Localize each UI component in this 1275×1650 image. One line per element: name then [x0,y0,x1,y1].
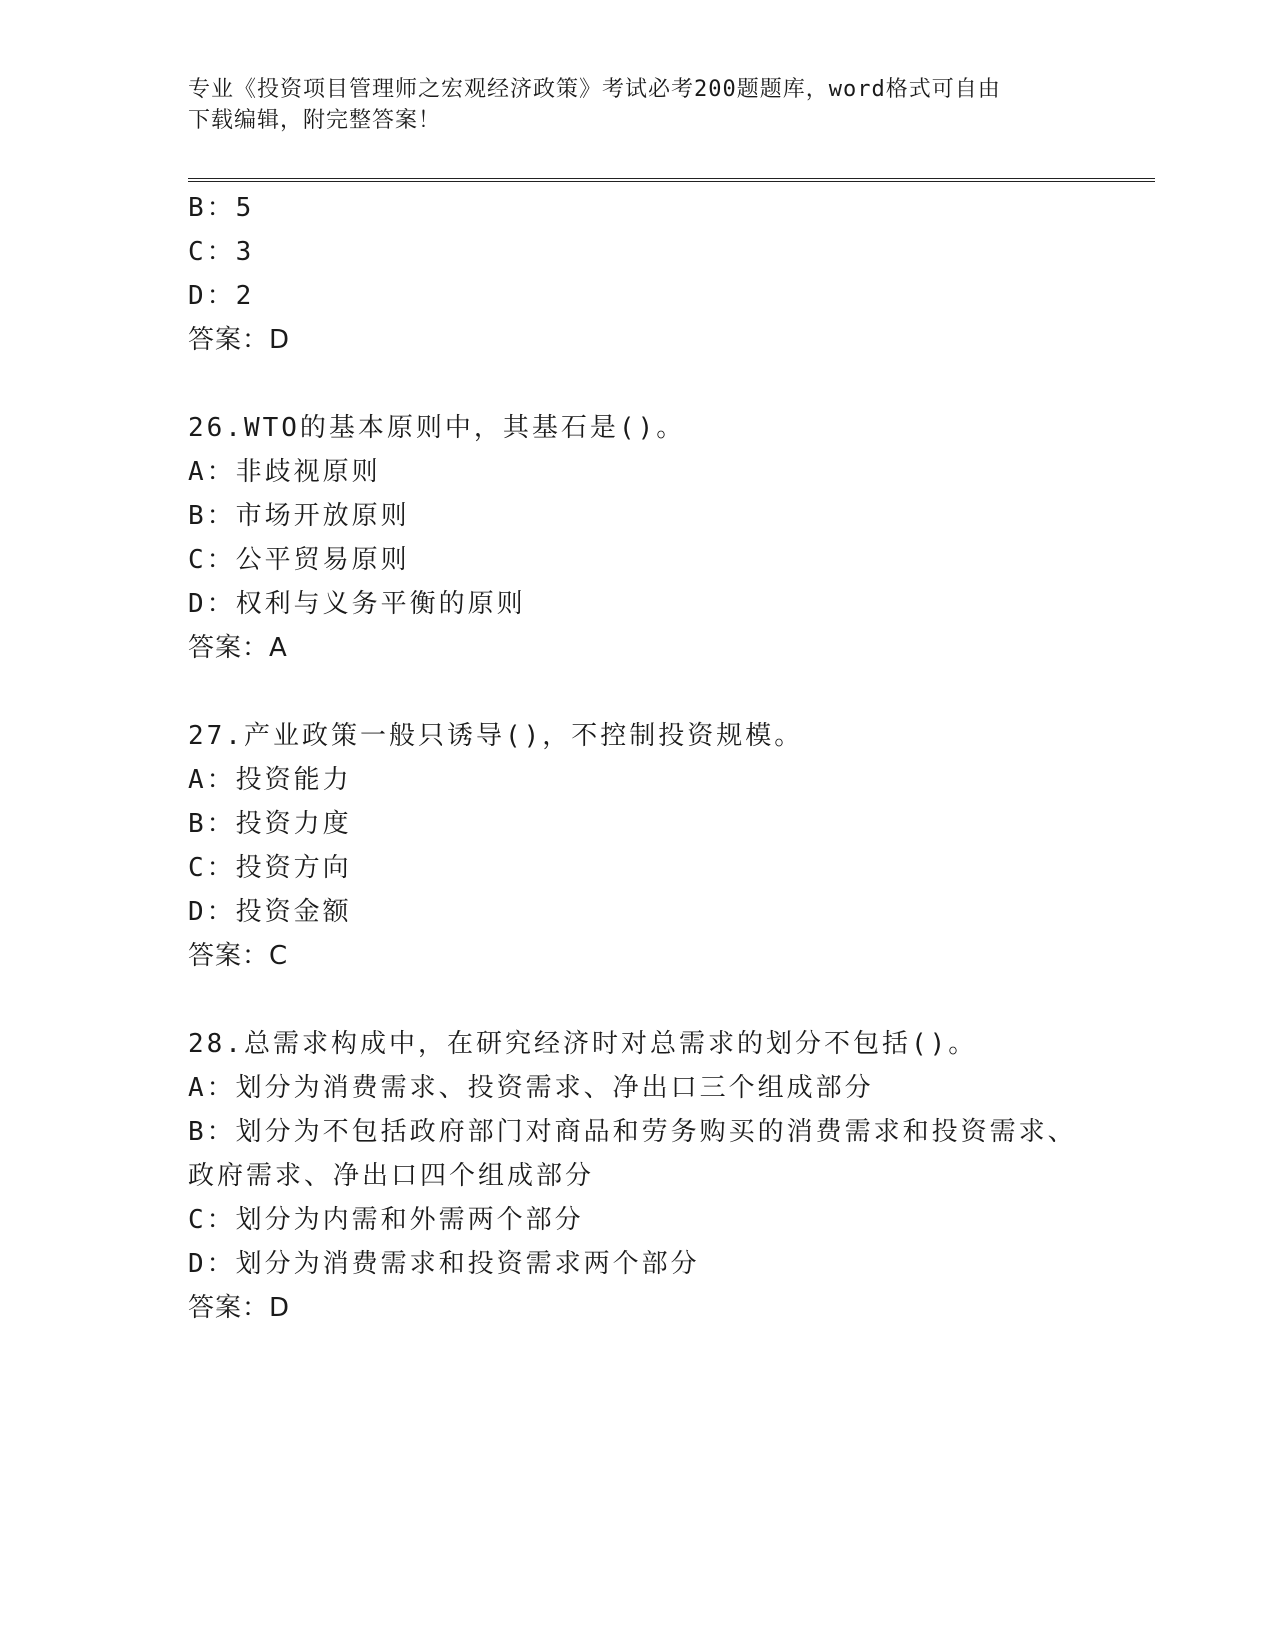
q27-option-d: D：投资金额 [188,897,352,927]
q27-option-a: A：投资能力 [188,765,352,795]
q25-answer: 答案：D [188,325,291,355]
q28-option-b-line-1: B：划分为不包括政府部门对商品和劳务购买的消费需求和投资需求、 [188,1117,1077,1147]
q25-option-c: C：3 [188,237,255,267]
q26-stem: 26.WTO的基本原则中，其基石是()。 [188,413,686,443]
q25-option-d: D：2 [188,281,255,311]
q28-answer: 答案：D [188,1293,291,1323]
q28-option-c: C：划分为内需和外需两个部分 [188,1205,584,1235]
q28-stem: 28.总需求构成中，在研究经济时对总需求的划分不包括()。 [188,1029,978,1059]
q27-stem: 27.产业政策一般只诱导()，不控制投资规模。 [188,721,804,751]
header-divider [188,178,1155,182]
q26-option-b: B：市场开放原则 [188,501,410,531]
q27-option-b: B：投资力度 [188,809,352,839]
document-header [188,74,1088,136]
q28-option-b-line-2: 政府需求、净出口四个组成部分 [188,1161,595,1191]
q27-answer: 答案：C [188,941,289,971]
q26-answer: 答案：A [188,633,288,663]
q26-option-a: A：非歧视原则 [188,457,381,487]
q27-option-c: C：投资方向 [188,853,352,883]
q26-option-d: D：权利与义务平衡的原则 [188,589,526,619]
q28-option-d: D：划分为消费需求和投资需求两个部分 [188,1249,700,1279]
q25-option-b: B：5 [188,193,255,223]
q28-option-a: A：划分为消费需求、投资需求、净出口三个组成部分 [188,1073,874,1103]
q26-option-c: C：公平贸易原则 [188,545,410,575]
header-line-1: 专业《投资项目管理师之宏观经济政策》考试必考200题题库，word格式可自由 [188,77,1001,102]
header-line-2: 下载编辑，附完整答案！ [188,108,442,133]
